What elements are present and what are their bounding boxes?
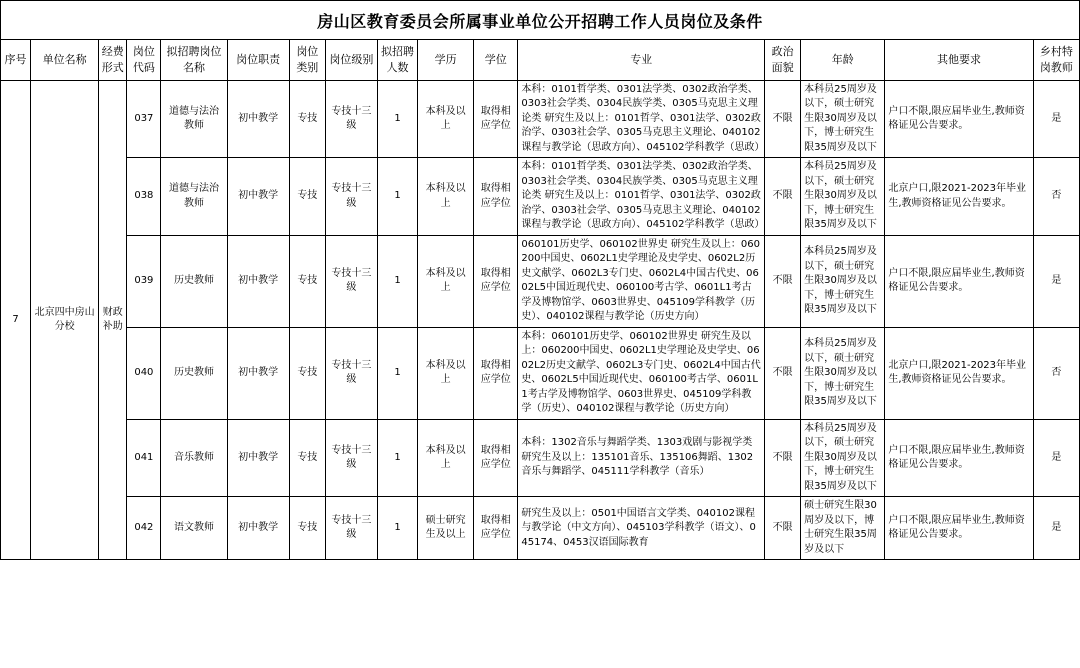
- cell-degree: 取得相应学位: [474, 419, 518, 497]
- table-row: [1, 327, 1080, 419]
- cell-political-status: 不限: [765, 419, 801, 497]
- cell-degree: 取得相应学位: [474, 80, 518, 158]
- cell-post-level: 专技十三级: [325, 497, 377, 560]
- cell-other-requirements: 北京户口,限2021-2023年毕业生,教师资格证见公告要求。: [885, 158, 1033, 236]
- col-post-type: 岗位类别: [289, 40, 325, 81]
- cell-post-type: 专技: [289, 235, 325, 327]
- col-index: 序号: [1, 40, 31, 81]
- cell-post-name: 语文教师: [161, 497, 227, 560]
- cell-other-requirements: 户口不限,限应届毕业生,教师资格证见公告要求。: [885, 235, 1033, 327]
- cell-other-requirements: 北京户口,限2021-2023年毕业生,教师资格证见公告要求。: [885, 327, 1033, 419]
- col-post-level: 岗位级别: [325, 40, 377, 81]
- table-row: [1, 235, 1080, 327]
- cell-education: 本科及以上: [418, 235, 474, 327]
- cell-post-name: 历史教师: [161, 327, 227, 419]
- cell-rural-teacher: 否: [1033, 158, 1079, 236]
- group-index: 7: [1, 80, 31, 560]
- cell-headcount: 1: [378, 80, 418, 158]
- cell-duty: 初中教学: [227, 327, 289, 419]
- cell-post-code: 039: [127, 235, 161, 327]
- cell-age: 本科员25周岁及以下，硕士研究生限30周岁及以下，博士研究生限35周岁及以下: [801, 80, 885, 158]
- cell-degree: 取得相应学位: [474, 158, 518, 236]
- cell-education: 本科及以上: [418, 327, 474, 419]
- col-funding: 经费形式: [99, 40, 127, 81]
- col-political-status: 政治面貌: [765, 40, 801, 81]
- cell-political-status: 不限: [765, 158, 801, 236]
- cell-degree: 取得相应学位: [474, 327, 518, 419]
- cell-post-level: 专技十三级: [325, 327, 377, 419]
- cell-major: 本科：060101历史学、060102世界史 研究生及以上：060200中国史、0602L1史学理论及史学史、0602L2历史文献学、0602L3专门史、0602L4中国古代史、0602L5中国近现代史、060100考古学、0601L1考古学及博物馆学、0603世界史、045109学科教学（历史）、040102课程与教学论（历史方向）: [518, 327, 765, 419]
- col-major: 专业: [518, 40, 765, 81]
- cell-education: 本科及以上: [418, 158, 474, 236]
- cell-post-type: 专技: [289, 497, 325, 560]
- cell-duty: 初中教学: [227, 419, 289, 497]
- cell-education: 本科及以上: [418, 80, 474, 158]
- cell-headcount: 1: [378, 327, 418, 419]
- cell-post-code: 040: [127, 327, 161, 419]
- cell-rural-teacher: 是: [1033, 419, 1079, 497]
- table-header: [1, 40, 1080, 81]
- cell-political-status: 不限: [765, 80, 801, 158]
- cell-post-level: 专技十三级: [325, 158, 377, 236]
- table-row: [1, 497, 1080, 560]
- cell-major: 本科：0101哲学类、0301法学类、0302政治学类、0303社会学类、0304民族学类、0305马克思主义理论类 研究生及以上：0101哲学、0301法学、0302政治学、0303社会学、0305马克思主义理论、040102课程与教学论（思政方向）、045102学科教学（思政）: [518, 158, 765, 236]
- col-rural-teacher: 乡村特岗教师: [1033, 40, 1079, 81]
- cell-post-type: 专技: [289, 158, 325, 236]
- cell-post-type: 专技: [289, 419, 325, 497]
- cell-post-code: 038: [127, 158, 161, 236]
- col-post-name: 拟招聘岗位名称: [161, 40, 227, 81]
- table-body: [1, 80, 1080, 560]
- cell-age: 本科员25周岁及以下，硕士研究生限30周岁及以下，博士研究生限35周岁及以下: [801, 158, 885, 236]
- cell-age: 本科员25周岁及以下，硕士研究生限30周岁及以下，博士研究生限35周岁及以下: [801, 419, 885, 497]
- cell-headcount: 1: [378, 497, 418, 560]
- table-row: [1, 419, 1080, 497]
- cell-post-level: 专技十三级: [325, 419, 377, 497]
- cell-major: 研究生及以上：0501中国语言文学类、040102课程与教学论（中文方向）、045103学科教学（语文）、045174、0453汉语国际教育: [518, 497, 765, 560]
- cell-major: 本科：1302音乐与舞蹈学类、1303戏剧与影视学类 研究生及以上：135101音乐、135106舞蹈、1302音乐与舞蹈学、045111学科教学（音乐）: [518, 419, 765, 497]
- cell-age: 本科员25周岁及以下，硕士研究生限30周岁及以下，博士研究生限35周岁及以下: [801, 235, 885, 327]
- cell-headcount: 1: [378, 158, 418, 236]
- cell-post-level: 专技十三级: [325, 80, 377, 158]
- page-title: 房山区教育委员会所属事业单位公开招聘工作人员岗位及条件: [0, 0, 1080, 39]
- col-post-code: 岗位代码: [127, 40, 161, 81]
- cell-education: 硕士研究生及以上: [418, 497, 474, 560]
- cell-post-code: 042: [127, 497, 161, 560]
- cell-political-status: 不限: [765, 235, 801, 327]
- cell-headcount: 1: [378, 235, 418, 327]
- cell-post-level: 专技十三级: [325, 235, 377, 327]
- col-age: 年龄: [801, 40, 885, 81]
- cell-post-type: 专技: [289, 80, 325, 158]
- cell-post-name: 音乐教师: [161, 419, 227, 497]
- cell-major: 本科：0101哲学类、0301法学类、0302政治学类、0303社会学类、0304民族学类、0305马克思主义理论类 研究生及以上：0101哲学、0301法学、0302政治学、0303社会学、0305马克思主义理论、040102课程与教学论（思政方向）、045102学科教学（思政）: [518, 80, 765, 158]
- table-header-row: [1, 40, 1080, 81]
- cell-rural-teacher: 是: [1033, 235, 1079, 327]
- cell-rural-teacher: 否: [1033, 327, 1079, 419]
- col-other-requirements: 其他要求: [885, 40, 1033, 81]
- cell-age: 硕士研究生限30周岁及以下，博士研究生限35周岁及以下: [801, 497, 885, 560]
- cell-degree: 取得相应学位: [474, 497, 518, 560]
- cell-duty: 初中教学: [227, 235, 289, 327]
- cell-post-name: 历史教师: [161, 235, 227, 327]
- group-unit-name: 北京四中房山分校: [31, 80, 99, 560]
- cell-other-requirements: 户口不限,限应届毕业生,教师资格证见公告要求。: [885, 419, 1033, 497]
- table-row: [1, 158, 1080, 236]
- table-row: [1, 80, 1080, 158]
- cell-political-status: 不限: [765, 327, 801, 419]
- col-duty: 岗位职责: [227, 40, 289, 81]
- col-headcount: 拟招聘人数: [378, 40, 418, 81]
- col-unit-name: 单位名称: [31, 40, 99, 81]
- col-degree: 学位: [474, 40, 518, 81]
- cell-headcount: 1: [378, 419, 418, 497]
- recruitment-table: [0, 39, 1080, 560]
- cell-duty: 初中教学: [227, 497, 289, 560]
- col-education: 学历: [418, 40, 474, 81]
- cell-political-status: 不限: [765, 497, 801, 560]
- cell-duty: 初中教学: [227, 158, 289, 236]
- cell-rural-teacher: 是: [1033, 497, 1079, 560]
- cell-post-name: 道德与法治教师: [161, 80, 227, 158]
- group-funding: 财政补助: [99, 80, 127, 560]
- cell-major: 060101历史学、060102世界史 研究生及以上：060200中国史、0602L1史学理论及史学史、0602L2历史文献学、0602L3专门史、0602L4中国古代史、0602L5中国近现代史、060100考古学、0601L1考古学及博物馆学、0603世界史、045109学科教学（历史）、040102课程与教学论（历史方向）: [518, 235, 765, 327]
- cell-post-type: 专技: [289, 327, 325, 419]
- cell-degree: 取得相应学位: [474, 235, 518, 327]
- cell-duty: 初中教学: [227, 80, 289, 158]
- cell-post-code: 041: [127, 419, 161, 497]
- cell-other-requirements: 户口不限,限应届毕业生,教师资格证见公告要求。: [885, 80, 1033, 158]
- cell-education: 本科及以上: [418, 419, 474, 497]
- cell-post-code: 037: [127, 80, 161, 158]
- cell-age: 本科员25周岁及以下，硕士研究生限30周岁及以下，博士研究生限35周岁及以下: [801, 327, 885, 419]
- cell-other-requirements: 户口不限,限应届毕业生,教师资格证见公告要求。: [885, 497, 1033, 560]
- cell-post-name: 道德与法治教师: [161, 158, 227, 236]
- cell-rural-teacher: 是: [1033, 80, 1079, 158]
